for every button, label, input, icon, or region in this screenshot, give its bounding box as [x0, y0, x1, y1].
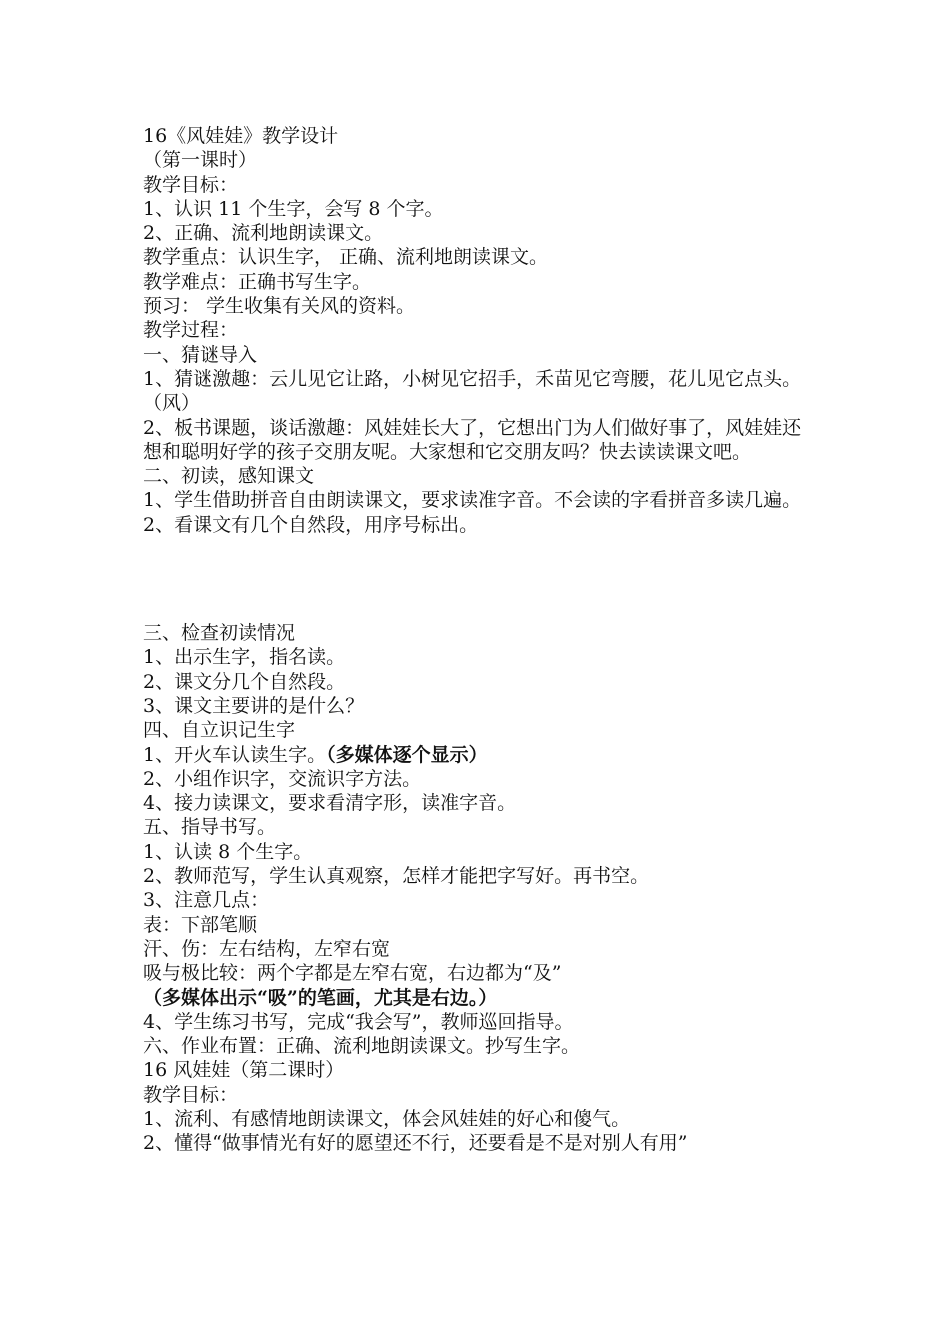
blank-gap [143, 537, 815, 621]
section-3-item-3: 3、课文主要讲的是什么？ [143, 694, 365, 717]
difficulty: 教学难点：正确书写生字。 [143, 270, 372, 293]
lesson2-goals-heading: 教学目标： [143, 1083, 239, 1106]
section-2-item-2: 2、看课文有几个自然段，用序号标出。 [143, 513, 479, 536]
lesson1-title: 16《风娃娃》教学设计 [143, 125, 339, 147]
section-5-note-3: 吸与极比较：两个字都是左窄右宽，右边都为“及” [143, 962, 562, 985]
section-5-note-1: 表：下部笔顺 [143, 913, 258, 936]
section-5-heading: 五、指导书写。 [143, 816, 277, 839]
section-5-item-3: 3、注意几点： [143, 889, 270, 912]
document-page [143, 124, 815, 1156]
section-3-item-2: 2、课文分几个自然段。 [143, 670, 346, 693]
lesson2-goal-1: 1、流利、有感情地朗读课文，体会风娃娃的好心和傻气。 [143, 1107, 631, 1130]
section-4-item-1 [143, 743, 815, 767]
section-5-note-4: （多媒体出示“吸”的笔画，尤其是右边。） [143, 986, 498, 1009]
section-3-heading: 三、检查初读情况 [143, 622, 296, 645]
section-6: 六、作业布置：正确、流利地朗读课文。抄写生字。 [143, 1035, 581, 1058]
process-heading: 教学过程： [143, 319, 239, 342]
section-2-item-1: 1、学生借助拼音自由朗读课文，要求读准字音。不会读的字看拼音多读几遍。 [143, 489, 802, 512]
section-1-item-1: 1、猜谜激趣：云儿见它让路，小树见它招手，禾苗见它弯腰，花儿见它点头。（风） [143, 367, 802, 415]
section-5-item-1: 1、认读 8 个生字。 [143, 840, 313, 863]
section-5-item-2: 2、教师范写，学生认真观察，怎样才能把字写好。再书空。 [143, 865, 650, 888]
section-4-item-3: 4、接力读课文，要求看清字形，读准字音。 [143, 792, 517, 815]
lesson1-goals-heading: 教学目标： [143, 173, 239, 196]
section-1-item-2: 2、板书课题，谈话激趣：风娃娃长大了，它想出门为人们做好事了，风娃娃还想和聪明好学的孩子交朋友呢。大家想和它交朋友吗？快去读读课文吧。 [143, 416, 802, 463]
section-4-item-2: 2、小组作识字，交流识字方法。 [143, 767, 422, 790]
section-4-heading: 四、自立识记生字 [143, 719, 296, 742]
section-5-note-2: 汗、伤：左右结构，左窄右宽 [143, 937, 391, 960]
lesson2-goal-2: 2、懂得“做事情光有好的愿望还不行，还要看是不是对别人有用” [143, 1132, 688, 1155]
preview: 预习： 学生收集有关风的资料。 [143, 295, 416, 318]
key-point: 教学重点：认识生字， 正确、流利地朗读课文。 [143, 246, 549, 269]
section-5-item-4: 4、学生练习书写，完成“我会写”，教师巡回指导。 [143, 1010, 574, 1033]
lesson1-goal-1: 1、认识 11 个生字，会写 8 个字。 [143, 197, 444, 220]
lesson1-goal-2: 2、正确、流利地朗读课文。 [143, 222, 384, 245]
section-2-heading: 二、初读，感知课文 [143, 465, 315, 488]
section-1-heading: 一、猜谜导入 [143, 343, 258, 366]
lesson1-period: （第一课时） [143, 149, 258, 172]
lesson2-title: 16 风娃娃（第二课时） [143, 1059, 345, 1082]
section-4-item-1-text: 1、开火车认读生字。 [143, 743, 327, 766]
section-4-item-1-note: （多媒体逐个显示） [326, 743, 488, 766]
section-3-item-1: 1、出示生字，指名读。 [143, 646, 346, 669]
